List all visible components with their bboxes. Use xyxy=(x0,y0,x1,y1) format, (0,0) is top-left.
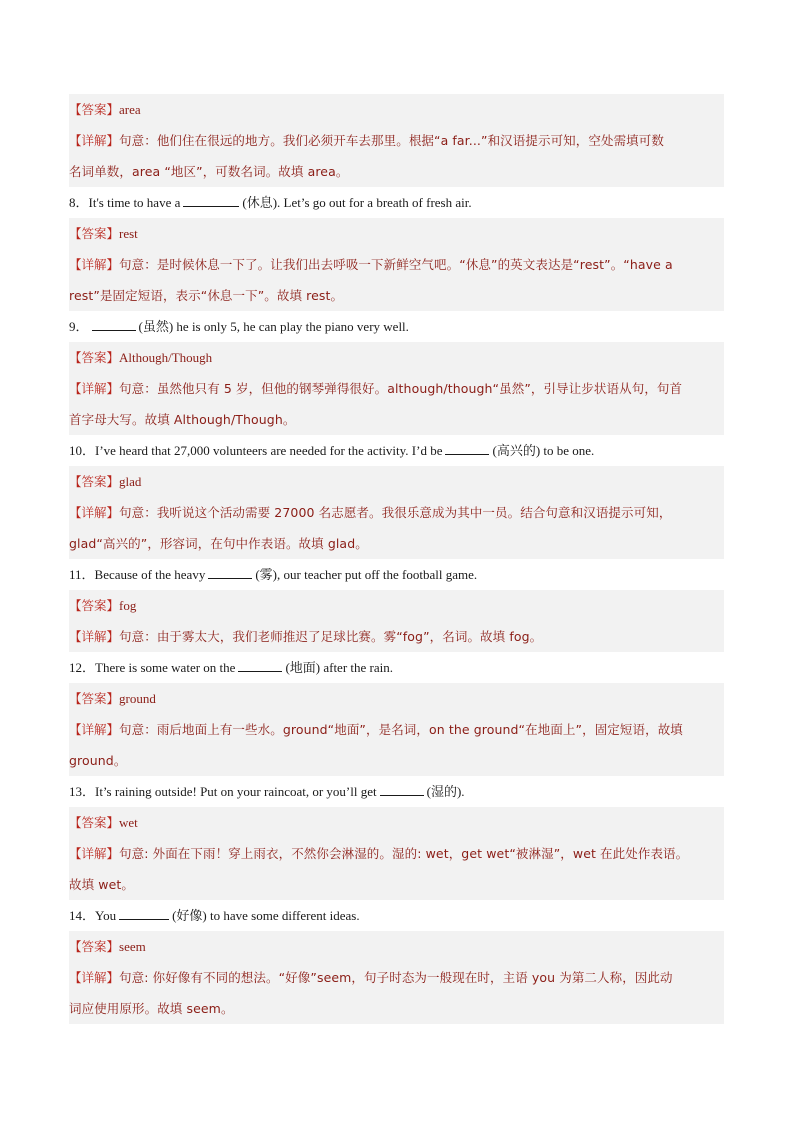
question-text-pre: 9． xyxy=(69,319,89,334)
answer-blank xyxy=(238,659,282,672)
answer-text: rest xyxy=(119,226,138,241)
question-text-post: (好像) to have some different ideas. xyxy=(172,908,360,923)
answer-line xyxy=(69,94,724,125)
detail-line xyxy=(69,373,724,404)
answer-tag: 【答案】 xyxy=(69,939,120,954)
answer-blank xyxy=(119,907,169,920)
detail-tag: 【详解】 xyxy=(69,381,120,396)
detail-line xyxy=(69,497,724,528)
detail-line xyxy=(69,528,724,559)
detail-text: 句意: 你好像有不同的想法。“好像”seem，句子时态为一般现在时，主语 you 为第二人称，因此动 xyxy=(119,970,673,985)
answer-blank xyxy=(445,442,489,455)
question-text-post: (休息). Let’s go out for a breath of fresh air. xyxy=(242,195,472,210)
question-line xyxy=(69,559,724,590)
detail-line xyxy=(69,280,724,311)
question-text-post: (湿的). xyxy=(426,784,465,799)
answer-text: fog xyxy=(119,598,137,613)
detail-text: rest”是固定短语，表示“休息一下”。故填 rest。 xyxy=(69,288,344,303)
detail-tag: 【详解】 xyxy=(69,505,120,520)
detail-text: 句意：是时候休息一下了。让我们出去呼吸一下新鲜空气吧。“休息”的英文表达是“rest”。“have a xyxy=(119,257,673,272)
detail-tag: 【详解】 xyxy=(69,629,120,644)
detail-tag: 【详解】 xyxy=(69,970,120,985)
detail-line xyxy=(69,745,724,776)
answer-text: glad xyxy=(119,474,142,489)
question-text-pre: 14．You xyxy=(69,908,117,923)
detail-text: 句意：由于雾太大，我们老师推迟了足球比赛。雾“fog”，名词。故填 fog。 xyxy=(119,629,543,644)
detail-text: 句意：他们住在很远的地方。我们必须开车去那里。根据“a far...”和汉语提示可知，空处需填可数 xyxy=(119,133,664,148)
question-text-post: (虽然) he is only 5, he can play the piano very well. xyxy=(138,319,409,334)
answer-line xyxy=(69,807,724,838)
detail-line xyxy=(69,838,724,869)
detail-tag: 【详解】 xyxy=(69,133,120,148)
answer-blank xyxy=(208,566,252,579)
detail-text: 名词单数，area “地区”，可数名词。故填 area。 xyxy=(69,164,349,179)
answer-tag: 【答案】 xyxy=(69,815,120,830)
detail-text: 句意: 外面在下雨！穿上雨衣，不然你会淋湿的。湿的: wet，get wet“被淋湿”，wet 在此处作表语。 xyxy=(119,846,689,861)
detail-line xyxy=(69,156,724,187)
detail-line xyxy=(69,993,724,1024)
question-text-post: (雾), our teacher put off the football game. xyxy=(255,567,478,582)
question-text-post: (地面) after the rain. xyxy=(285,660,393,675)
detail-text: ground。 xyxy=(69,753,127,768)
detail-text: glad“高兴的”，形容词，在句中作表语。故填 glad。 xyxy=(69,536,368,551)
answer-blank xyxy=(380,783,424,796)
detail-line xyxy=(69,869,724,900)
detail-line xyxy=(69,962,724,993)
question-line xyxy=(69,187,724,218)
detail-line xyxy=(69,249,724,280)
answer-tag: 【答案】 xyxy=(69,598,120,613)
answer-tag: 【答案】 xyxy=(69,226,120,241)
answer-tag: 【答案】 xyxy=(69,102,120,117)
detail-text: 词应使用原形。故填 seem。 xyxy=(69,1001,234,1016)
detail-line xyxy=(69,125,724,156)
detail-text: 句意：我听说这个活动需要 27000 名志愿者。我很乐意成为其中一员。结合句意和汉语提示可知， xyxy=(119,505,672,520)
detail-tag: 【详解】 xyxy=(69,257,120,272)
detail-text: 首字母大写。故填 Although/Though。 xyxy=(69,412,296,427)
detail-text: 句意：虽然他只有 5 岁，但他的钢琴弹得很好。although/though“虽然”，引导让步状语从句，句首 xyxy=(119,381,683,396)
answer-blank xyxy=(92,318,136,331)
question-text-pre: 8．It's time to have a xyxy=(69,195,181,210)
question-line xyxy=(69,652,724,683)
question-text-pre: 13．It’s raining outside! Put on your raincoat, or you’ll get xyxy=(69,784,377,799)
question-line xyxy=(69,311,724,342)
answer-line xyxy=(69,342,724,373)
question-text-pre: 11．Because of the heavy xyxy=(69,567,206,582)
answer-line xyxy=(69,590,724,621)
answer-line xyxy=(69,466,724,497)
question-text-pre: 12．There is some water on the xyxy=(69,660,236,675)
answer-line xyxy=(69,218,724,249)
document-body xyxy=(69,94,724,1024)
detail-text: 故填 wet。 xyxy=(69,877,134,892)
question-line xyxy=(69,776,724,807)
question-line xyxy=(69,900,724,931)
detail-line xyxy=(69,714,724,745)
answer-line xyxy=(69,931,724,962)
detail-line xyxy=(69,621,724,652)
answer-tag: 【答案】 xyxy=(69,350,120,365)
detail-line xyxy=(69,404,724,435)
detail-text: 句意：雨后地面上有一些水。ground“地面”，是名词，on the ground“在地面上”，固定短语，故填 xyxy=(119,722,683,737)
question-text-post: (高兴的) to be one. xyxy=(492,443,595,458)
answer-tag: 【答案】 xyxy=(69,691,120,706)
detail-tag: 【详解】 xyxy=(69,722,120,737)
answer-blank xyxy=(183,194,239,207)
answer-text: wet xyxy=(119,815,138,830)
question-text-pre: 10．I’ve heard that 27,000 volunteers are needed for the activity. I’d be xyxy=(69,443,443,458)
answer-text: area xyxy=(119,102,141,117)
answer-line xyxy=(69,683,724,714)
answer-text: seem xyxy=(119,939,146,954)
answer-tag: 【答案】 xyxy=(69,474,120,489)
answer-text: Although/Though xyxy=(119,350,213,365)
answer-text: ground xyxy=(119,691,156,706)
detail-tag: 【详解】 xyxy=(69,846,120,861)
question-line xyxy=(69,435,724,466)
